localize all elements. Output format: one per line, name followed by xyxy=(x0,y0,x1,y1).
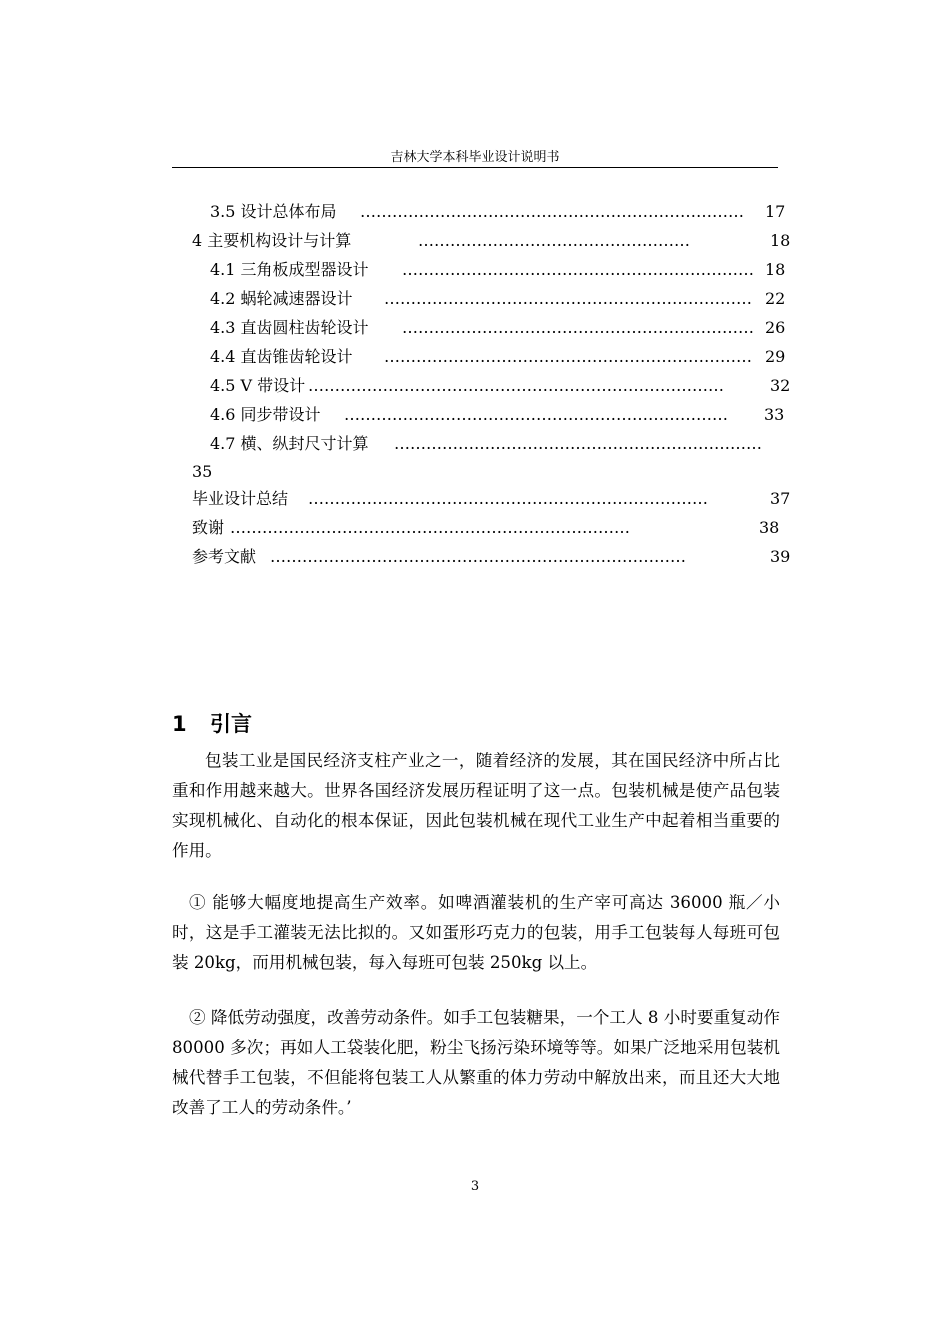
toc-entry-leader: …………………………………………… xyxy=(418,231,690,250)
toc-entry-text: 参考文献 xyxy=(192,547,257,566)
toc-entry-leader: ……………………………………………………………… xyxy=(344,405,728,424)
toc-entry[interactable] xyxy=(210,289,785,309)
section-title: 引言 xyxy=(210,712,252,736)
toc-entry-text: 4.4 直齿锥齿轮设计 xyxy=(210,347,353,366)
toc-entry-page: 37 xyxy=(770,489,791,508)
toc-entry[interactable] xyxy=(192,231,792,251)
toc-entry-text: 4 主要机构设计与计算 xyxy=(192,231,352,250)
toc-entry-page: 38 xyxy=(759,518,780,537)
toc-entry-leader: ……………………………………………………………… xyxy=(360,202,744,221)
section-heading xyxy=(172,711,252,737)
toc-entry-leader: …………………………………………………………………… xyxy=(308,376,724,395)
toc-entry-page: 22 xyxy=(765,289,786,308)
toc-entry-page: 35 xyxy=(192,462,213,481)
toc-entry-text: 致谢 xyxy=(192,518,225,537)
toc-entry[interactable] xyxy=(210,260,785,280)
toc-entry-text: 4.3 直齿圆柱齿轮设计 xyxy=(210,318,369,337)
toc-entry[interactable] xyxy=(192,489,792,509)
toc-entry[interactable] xyxy=(192,547,792,567)
header-rule xyxy=(172,167,778,168)
toc-entry-page: 39 xyxy=(770,547,791,566)
toc-entry-page: 17 xyxy=(765,202,786,221)
toc-entry[interactable] xyxy=(210,347,785,367)
toc-entry-text: 4.2 蜗轮减速器设计 xyxy=(210,289,353,308)
toc-entry-text: 4.7 横、纵封尺寸计算 xyxy=(210,434,369,453)
toc-entry-page: 32 xyxy=(770,376,791,395)
toc-entry-leader: …………………………………………………………… xyxy=(384,289,752,308)
toc-entry-leader: …………………………………………………………………… xyxy=(270,547,686,566)
toc-entry-page: 29 xyxy=(765,347,786,366)
toc-entry-page: 18 xyxy=(770,231,791,250)
running-header: 吉林大学本科毕业设计说明书 xyxy=(390,150,560,165)
toc-entry[interactable] xyxy=(210,376,790,396)
toc-entry-leader: …………………………………………………………… xyxy=(384,347,752,366)
toc-entry[interactable] xyxy=(192,434,792,484)
toc-entry-leader: ………………………………………………………………… xyxy=(308,489,708,508)
toc-entry[interactable] xyxy=(210,202,785,222)
body-paragraph-item-2: ② 降低劳动强度，改善劳动条件。如手工包装糖果，一个工人 8 小时要重复动作 80000 多次；再如人工袋装化肥，粉尘飞扬污染环境等等。如果广泛地采用包装机械代替手工包装，不但能将包装工人从繁重的体力劳动中解放出来，而且还大大地改善了工人的劳动条件。’ xyxy=(172,1008,780,1117)
toc-entry-leader: ………………………………………………………… xyxy=(402,260,754,279)
toc-entry[interactable] xyxy=(192,518,792,538)
toc-entry-page: 18 xyxy=(765,260,786,279)
toc-entry-leader: …………………………………………………………… xyxy=(394,434,762,453)
toc-entry-text: 4.5 V 带设计 xyxy=(210,376,306,395)
body-paragraph-item-1: ① 能够大幅度地提高生产效率。如啤酒灌装机的生产宰可高达 36000 瓶／小时，这是手工灌装无法比拟的。又如蛋形巧克力的包装，用手工包装每人每班可包装 20kg，而用机械包装，每入每班可包装 250kg 以上。 xyxy=(172,893,780,972)
toc-entry-text: 毕业设计总结 xyxy=(192,489,289,508)
toc-entry-text: 4.6 同步带设计 xyxy=(210,405,321,424)
toc-entry-leader: ………………………………………………………… xyxy=(402,318,754,337)
toc-entry-page: 33 xyxy=(764,405,785,424)
toc-entry[interactable] xyxy=(210,318,785,338)
body-paragraph: 包装工业是国民经济支柱产业之一，随着经济的发展，其在国民经济中所占比重和作用越来越大。世界各国经济发展历程证明了这一点。包装机械是使产品包装实现机械化、自动化的根本保证，因此包装机械在现代工业生产中起着相当重要的作用。 xyxy=(172,751,780,860)
toc-entry[interactable] xyxy=(210,405,785,425)
toc-entry-text: 4.1 三角板成型器设计 xyxy=(210,260,369,279)
page-number: 3 xyxy=(470,1179,480,1194)
toc-entry-text: 3.5 设计总体布局 xyxy=(210,202,337,221)
toc-entry-leader: ………………………………………………………………… xyxy=(230,518,630,537)
section-number: 1 xyxy=(172,712,187,736)
toc-entry-page: 26 xyxy=(765,318,786,337)
